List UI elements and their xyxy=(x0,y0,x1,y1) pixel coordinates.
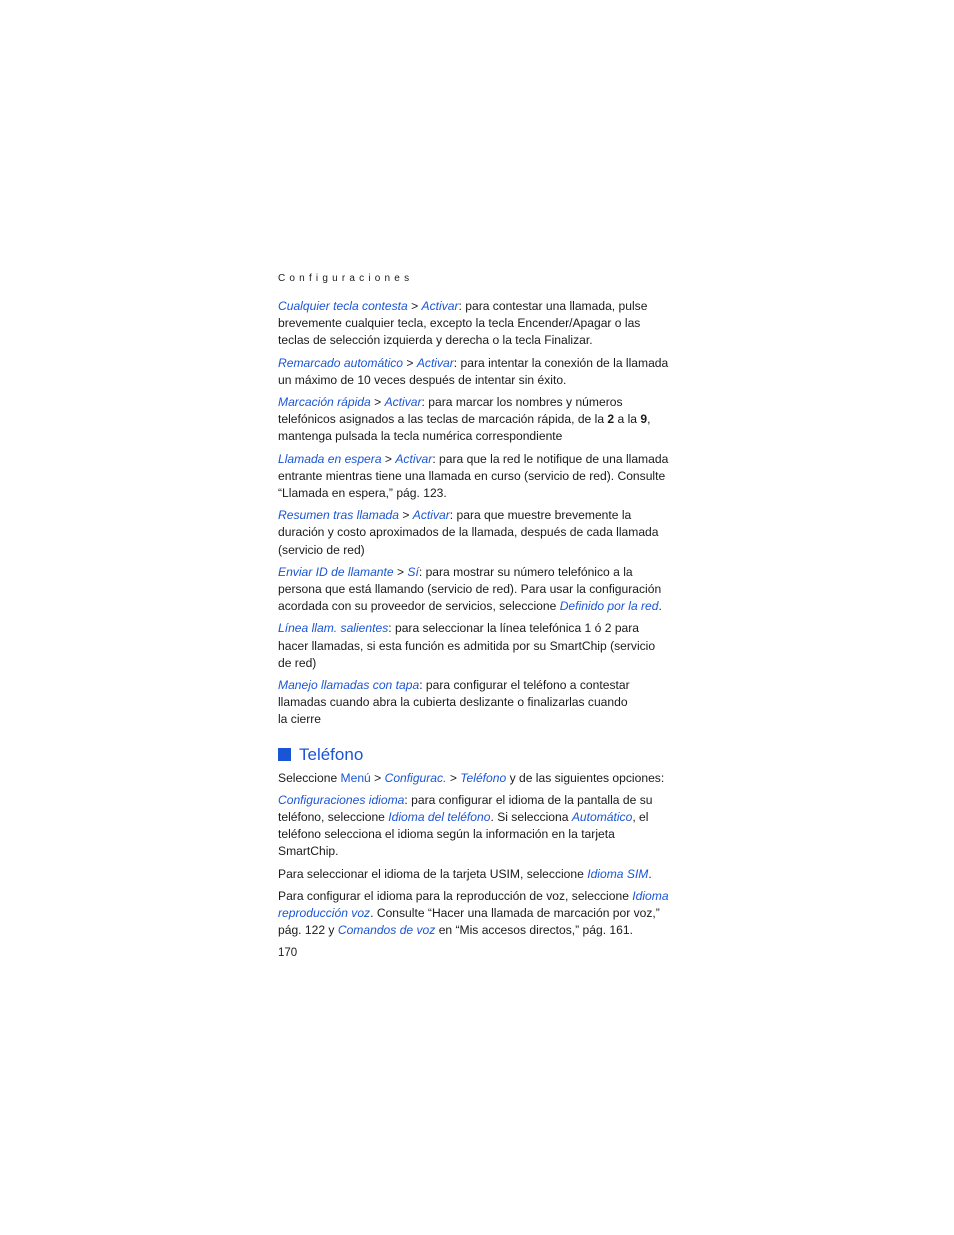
paragraph: Para configurar el idioma para la reproducción de voz, seleccione Idioma reproducción voz. Consulte “Hacer una llamada de marcación por voz,” pág. 122 y Comandos de voz en “Mis accesos directos,” pág. 161. xyxy=(278,888,669,938)
option-value: Activar xyxy=(416,355,454,370)
running-head: Configuraciones xyxy=(278,273,414,284)
section-intro: Seleccione Menú > Configurac. > Teléfono y de las siguientes opciones: xyxy=(278,770,665,785)
option-name: Marcación rápida xyxy=(278,395,371,410)
list-item: Configuraciones idioma: para configurar el idioma de la pantalla de su teléfono, seleccione Idioma del teléfono. Si selecciona Automático, el teléfono selecciona el idioma según la información en la tarjeta SmartChip. xyxy=(278,792,653,859)
option-name: Enviar ID de llamante xyxy=(278,564,394,579)
key-label: 2 xyxy=(607,412,615,427)
list-item: Enviar ID de llamante > Sí: para mostrar su número telefónico a la persona que está llamando (servicio de red). Para usar la configuración acordada con su proveedor de servicios, seleccione Definido por la red. xyxy=(278,564,662,614)
page-number: 170 xyxy=(278,947,298,959)
page-content xyxy=(278,298,670,945)
list-item xyxy=(278,620,670,672)
option-name: Llamada en espera xyxy=(278,451,382,466)
option-name: Remarcado automático xyxy=(278,355,404,370)
option-name: Cualquier tecla contesta xyxy=(278,299,408,313)
option-value: Activar xyxy=(421,299,459,313)
option-value: Definido por la red xyxy=(559,599,659,614)
option-value: Activar xyxy=(384,395,422,410)
option-value: Activar xyxy=(412,508,450,523)
option-value: Configurac. xyxy=(384,770,447,785)
list-item: Marcación rápida > Activar: para marcar los nombres y números telefónicos asignados a las teclas de marcación rápida, de la 2 a la 9, mantenga pulsada la tecla numérica correspondiente xyxy=(278,395,651,444)
option-value: Teléfono xyxy=(460,770,507,785)
option-description: : para que muestre brevemente la duración y costo aproximados de la llamada, después de cada llamada (servicio de red) xyxy=(278,508,659,557)
option-name: Resumen tras llamada xyxy=(278,508,399,523)
option-description: : para que la red le notifique de una llamada entrante mientras tiene una llamada en curso (servicio de red). Consulte “Llamada en espera,” pág. 123. xyxy=(278,451,669,501)
section-heading xyxy=(278,744,670,766)
paragraph: Para seleccionar el idioma de la tarjeta USIM, seleccione Idioma SIM. xyxy=(278,866,652,881)
option-description: : para intentar la conexión de la llamada un máximo de 10 veces después de intentar sin éxito. xyxy=(278,355,669,387)
option-description: : para mostrar su número telefónico a la persona que está llamando (servicio de red). Para usar la configuración acordada con su proveedor de servicios, seleccione xyxy=(278,564,662,614)
option-description: : para seleccionar la línea telefónica 1 ó 2 para hacer llamadas, si esta función es admitida por su SmartChip (servicio de red) xyxy=(278,621,656,670)
option-value: Idioma SIM xyxy=(587,866,649,881)
option-description: : para configurar el teléfono a contestar llamadas cuando abra la cubierta deslizante o finalizarlas cuando la cierre xyxy=(278,678,630,727)
list-item: Resumen tras llamada > Activar: para que muestre brevemente la duración y costo aproximados de la llamada, después de cada llamada (servicio de red) xyxy=(278,508,659,557)
option-value: Automático xyxy=(571,810,633,825)
key-label: 9 xyxy=(640,412,648,427)
option-value: Activar xyxy=(395,451,433,466)
square-bullet-icon xyxy=(278,748,291,761)
section-title: Teléfono xyxy=(299,744,364,764)
menu-label: Menú xyxy=(340,770,371,785)
list-item: Remarcado automático > Activar: para intentar la conexión de la llamada un máximo de 10 veces después de intentar sin éxito. xyxy=(278,355,669,387)
option-description: : para contestar una llamada, pulse brevemente cualquier tecla, excepto la tecla Encender/Apagar o las teclas de selección izquierda y derecha o la tecla Finalizar. xyxy=(278,299,648,348)
list-item xyxy=(278,677,640,729)
option-name: Manejo llamadas con tapa xyxy=(278,678,420,693)
option-name: Línea llam. salientes xyxy=(278,621,389,636)
option-value: Sí xyxy=(407,564,419,579)
option-name: Configuraciones idioma xyxy=(278,792,405,807)
option-value: Idioma del teléfono xyxy=(388,810,491,825)
option-value: Idioma reproducción voz xyxy=(278,888,669,921)
list-item: Cualquier tecla contesta > Activar: para contestar una llamada, pulse brevemente cualquier tecla, excepto la tecla Encender/Apagar o las teclas de selección izquierda y derecha o la tecla Finalizar. xyxy=(278,299,648,348)
list-item: Llamada en espera > Activar: para que la red le notifique de una llamada entrante mientras tiene una llamada en curso (servicio de red). Consulte “Llamada en espera,” pág. 123. xyxy=(278,451,669,501)
option-value: Comandos de voz xyxy=(337,923,436,938)
option-description: : para marcar los nombres y números telefónicos asignados a las teclas de marcación rápida, de la xyxy=(278,395,623,427)
